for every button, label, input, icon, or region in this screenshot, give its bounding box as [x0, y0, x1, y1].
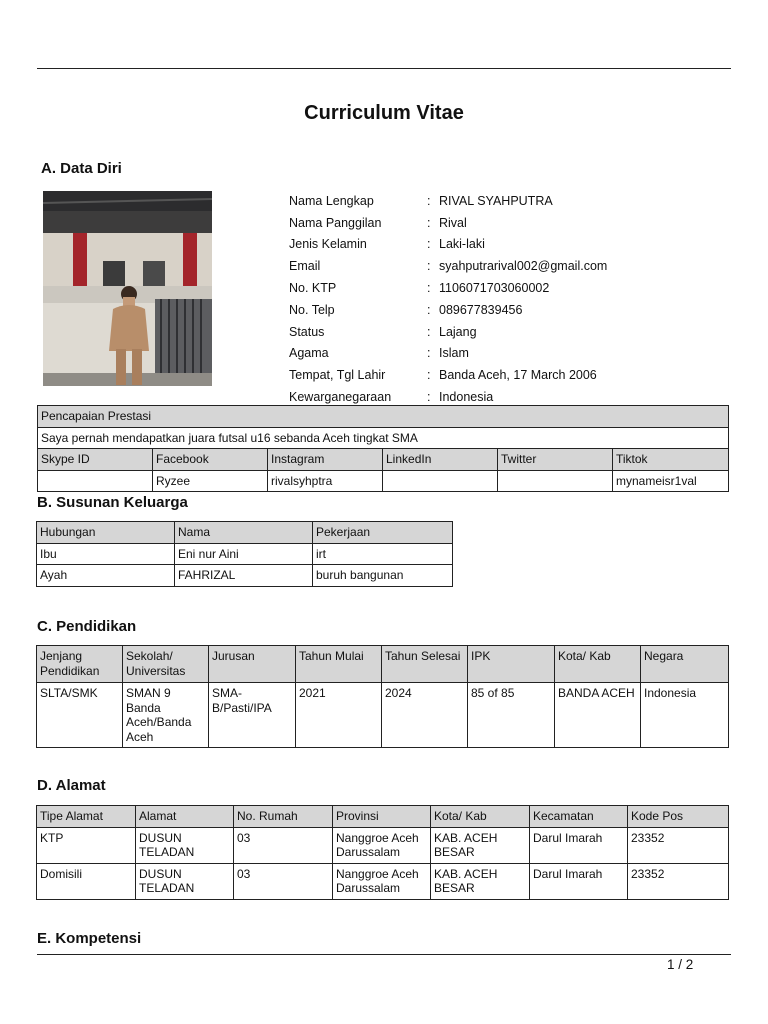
table-row [37, 565, 453, 587]
section-heading-susunan-keluarga: B. Susunan Keluarga [37, 494, 188, 511]
personal-data-row: Agama : Islam [289, 346, 469, 361]
top-rule [37, 68, 731, 69]
field-value: Lajang [439, 324, 477, 339]
field-value: Indonesia [439, 390, 494, 405]
table-cell [498, 470, 613, 492]
table-row [37, 543, 453, 565]
table-cell: Darul Imarah [530, 863, 628, 899]
bottom-rule [37, 954, 731, 955]
achievement-social-table [37, 405, 729, 492]
page-title: Curriculum Vitae [304, 102, 464, 124]
table-cell: DUSUN TELADAN [136, 863, 234, 899]
field-label: Status [289, 324, 325, 339]
field-label: Email [289, 259, 321, 274]
achievement-text: Saya pernah mendapatkan juara futsal u16 sebanda Aceh tingkat SMA [38, 427, 729, 449]
achievement-header: Pencapaian Prestasi [38, 406, 729, 428]
field-label: Tempat, Tgl Lahir [289, 368, 386, 383]
table-cell: SMAN 9 Banda Aceh/Banda Aceh [123, 683, 209, 748]
profile-photo [43, 191, 212, 386]
field-value: Islam [439, 346, 469, 361]
table-cell: rivalsyhptra [268, 470, 383, 492]
field-label: Kewarganegaraan [289, 390, 392, 405]
education-table [36, 645, 729, 748]
table-cell: 03 [234, 863, 333, 899]
table-row [37, 683, 729, 748]
table-cell: mynameisr1val [613, 470, 729, 492]
table-header-cell: No. Rumah [234, 806, 333, 828]
personal-data-row: Kewarganegaraan : Indonesia [289, 390, 494, 405]
field-label: Jenis Kelamin [289, 237, 367, 252]
table-cell: Ryzee [153, 470, 268, 492]
personal-data-row: No. KTP : 1106071703060002 [289, 281, 550, 296]
field-value: 089677839456 [439, 302, 523, 317]
personal-data-row: Email : syahputrarival002@gmail.com [289, 259, 608, 274]
table-header-cell: IPK [468, 646, 555, 683]
table-cell: KAB. ACEH BESAR [431, 863, 530, 899]
field-label: Nama Panggilan [289, 215, 382, 230]
table-cell: Ibu [37, 543, 175, 565]
table-cell [383, 470, 498, 492]
table-cell: 23352 [628, 863, 729, 899]
table-cell: DUSUN TELADAN [136, 827, 234, 863]
table-header-cell: Tipe Alamat [37, 806, 136, 828]
table-header-cell: Jenjang Pendidikan [37, 646, 123, 683]
table-header-cell: Sekolah/ Universitas [123, 646, 209, 683]
table-row [37, 827, 729, 863]
table-cell: 2021 [296, 683, 382, 748]
personal-data-list [289, 190, 607, 408]
table-cell: FAHRIZAL [175, 565, 313, 587]
table-cell: irt [313, 543, 453, 565]
table-cell: KAB. ACEH BESAR [431, 827, 530, 863]
table-cell: Domisili [37, 863, 136, 899]
table-header-cell: Alamat [136, 806, 234, 828]
table-header-cell: Negara [641, 646, 729, 683]
table-cell: Nanggroe Aceh Darussalam [333, 827, 431, 863]
personal-data-row: Nama Panggilan : Rival [289, 215, 467, 230]
field-value: Banda Aceh, 17 March 2006 [439, 368, 597, 383]
field-value: RIVAL SYAHPUTRA [439, 193, 553, 208]
table-header-cell: Hubungan [37, 522, 175, 544]
personal-data-row: No. Telp : 089677839456 [289, 302, 523, 317]
table-header-cell: Tiktok [613, 449, 729, 471]
field-label: No. Telp [289, 302, 335, 317]
table-header-cell: Tahun Selesai [382, 646, 468, 683]
page-number: 1 / 2 [667, 957, 694, 972]
table-header-cell: Twitter [498, 449, 613, 471]
table-cell: 03 [234, 827, 333, 863]
table-header-cell: Jurusan [209, 646, 296, 683]
table-header-cell: Pekerjaan [313, 522, 453, 544]
field-value: Laki-laki [439, 237, 485, 252]
personal-data-row: Jenis Kelamin : Laki-laki [289, 237, 485, 252]
personal-data-row: Nama Lengkap : RIVAL SYAHPUTRA [289, 193, 553, 208]
table-cell: SLTA/SMK [37, 683, 123, 748]
section-heading-pendidikan: C. Pendidikan [37, 618, 137, 635]
family-table [36, 521, 453, 587]
personal-data-row: Status : Lajang [289, 324, 477, 339]
table-cell: Indonesia [641, 683, 729, 748]
section-heading-data-diri: A. Data Diri [41, 160, 122, 177]
table-cell: 85 of 85 [468, 683, 555, 748]
table-cell: SMA-B/Pasti/IPA [209, 683, 296, 748]
table-cell: Nanggroe Aceh Darussalam [333, 863, 431, 899]
table-header-cell: Tahun Mulai [296, 646, 382, 683]
section-heading-kompetensi: E. Kompetensi [37, 930, 142, 947]
field-value: 1106071703060002 [439, 281, 550, 296]
table-row [37, 863, 729, 899]
field-label: Agama [289, 346, 329, 361]
table-cell [38, 470, 153, 492]
table-header-cell: Instagram [268, 449, 383, 471]
address-table [36, 805, 729, 900]
personal-data-row: Tempat, Tgl Lahir : Banda Aceh, 17 March 2006 [289, 368, 597, 383]
table-header-cell: Kecamatan [530, 806, 628, 828]
table-header-cell: Kota/ Kab [431, 806, 530, 828]
table-cell: KTP [37, 827, 136, 863]
table-header-cell: Kota/ Kab [555, 646, 641, 683]
section-heading-alamat: D. Alamat [37, 777, 106, 794]
field-value: syahputrarival002@gmail.com [439, 259, 608, 274]
table-cell: Darul Imarah [530, 827, 628, 863]
table-cell: BANDA ACEH [555, 683, 641, 748]
table-header-cell: Skype ID [38, 449, 153, 471]
table-cell: buruh bangunan [313, 565, 453, 587]
table-header-cell: LinkedIn [383, 449, 498, 471]
table-cell: 2024 [382, 683, 468, 748]
table-cell: Eni nur Aini [175, 543, 313, 565]
table-cell: 23352 [628, 827, 729, 863]
table-header-cell: Nama [175, 522, 313, 544]
table-header-cell: Facebook [153, 449, 268, 471]
table-header-cell: Kode Pos [628, 806, 729, 828]
field-label: No. KTP [289, 281, 337, 296]
table-cell: Ayah [37, 565, 175, 587]
table-header-cell: Provinsi [333, 806, 431, 828]
field-label: Nama Lengkap [289, 193, 374, 208]
field-value: Rival [439, 215, 467, 230]
